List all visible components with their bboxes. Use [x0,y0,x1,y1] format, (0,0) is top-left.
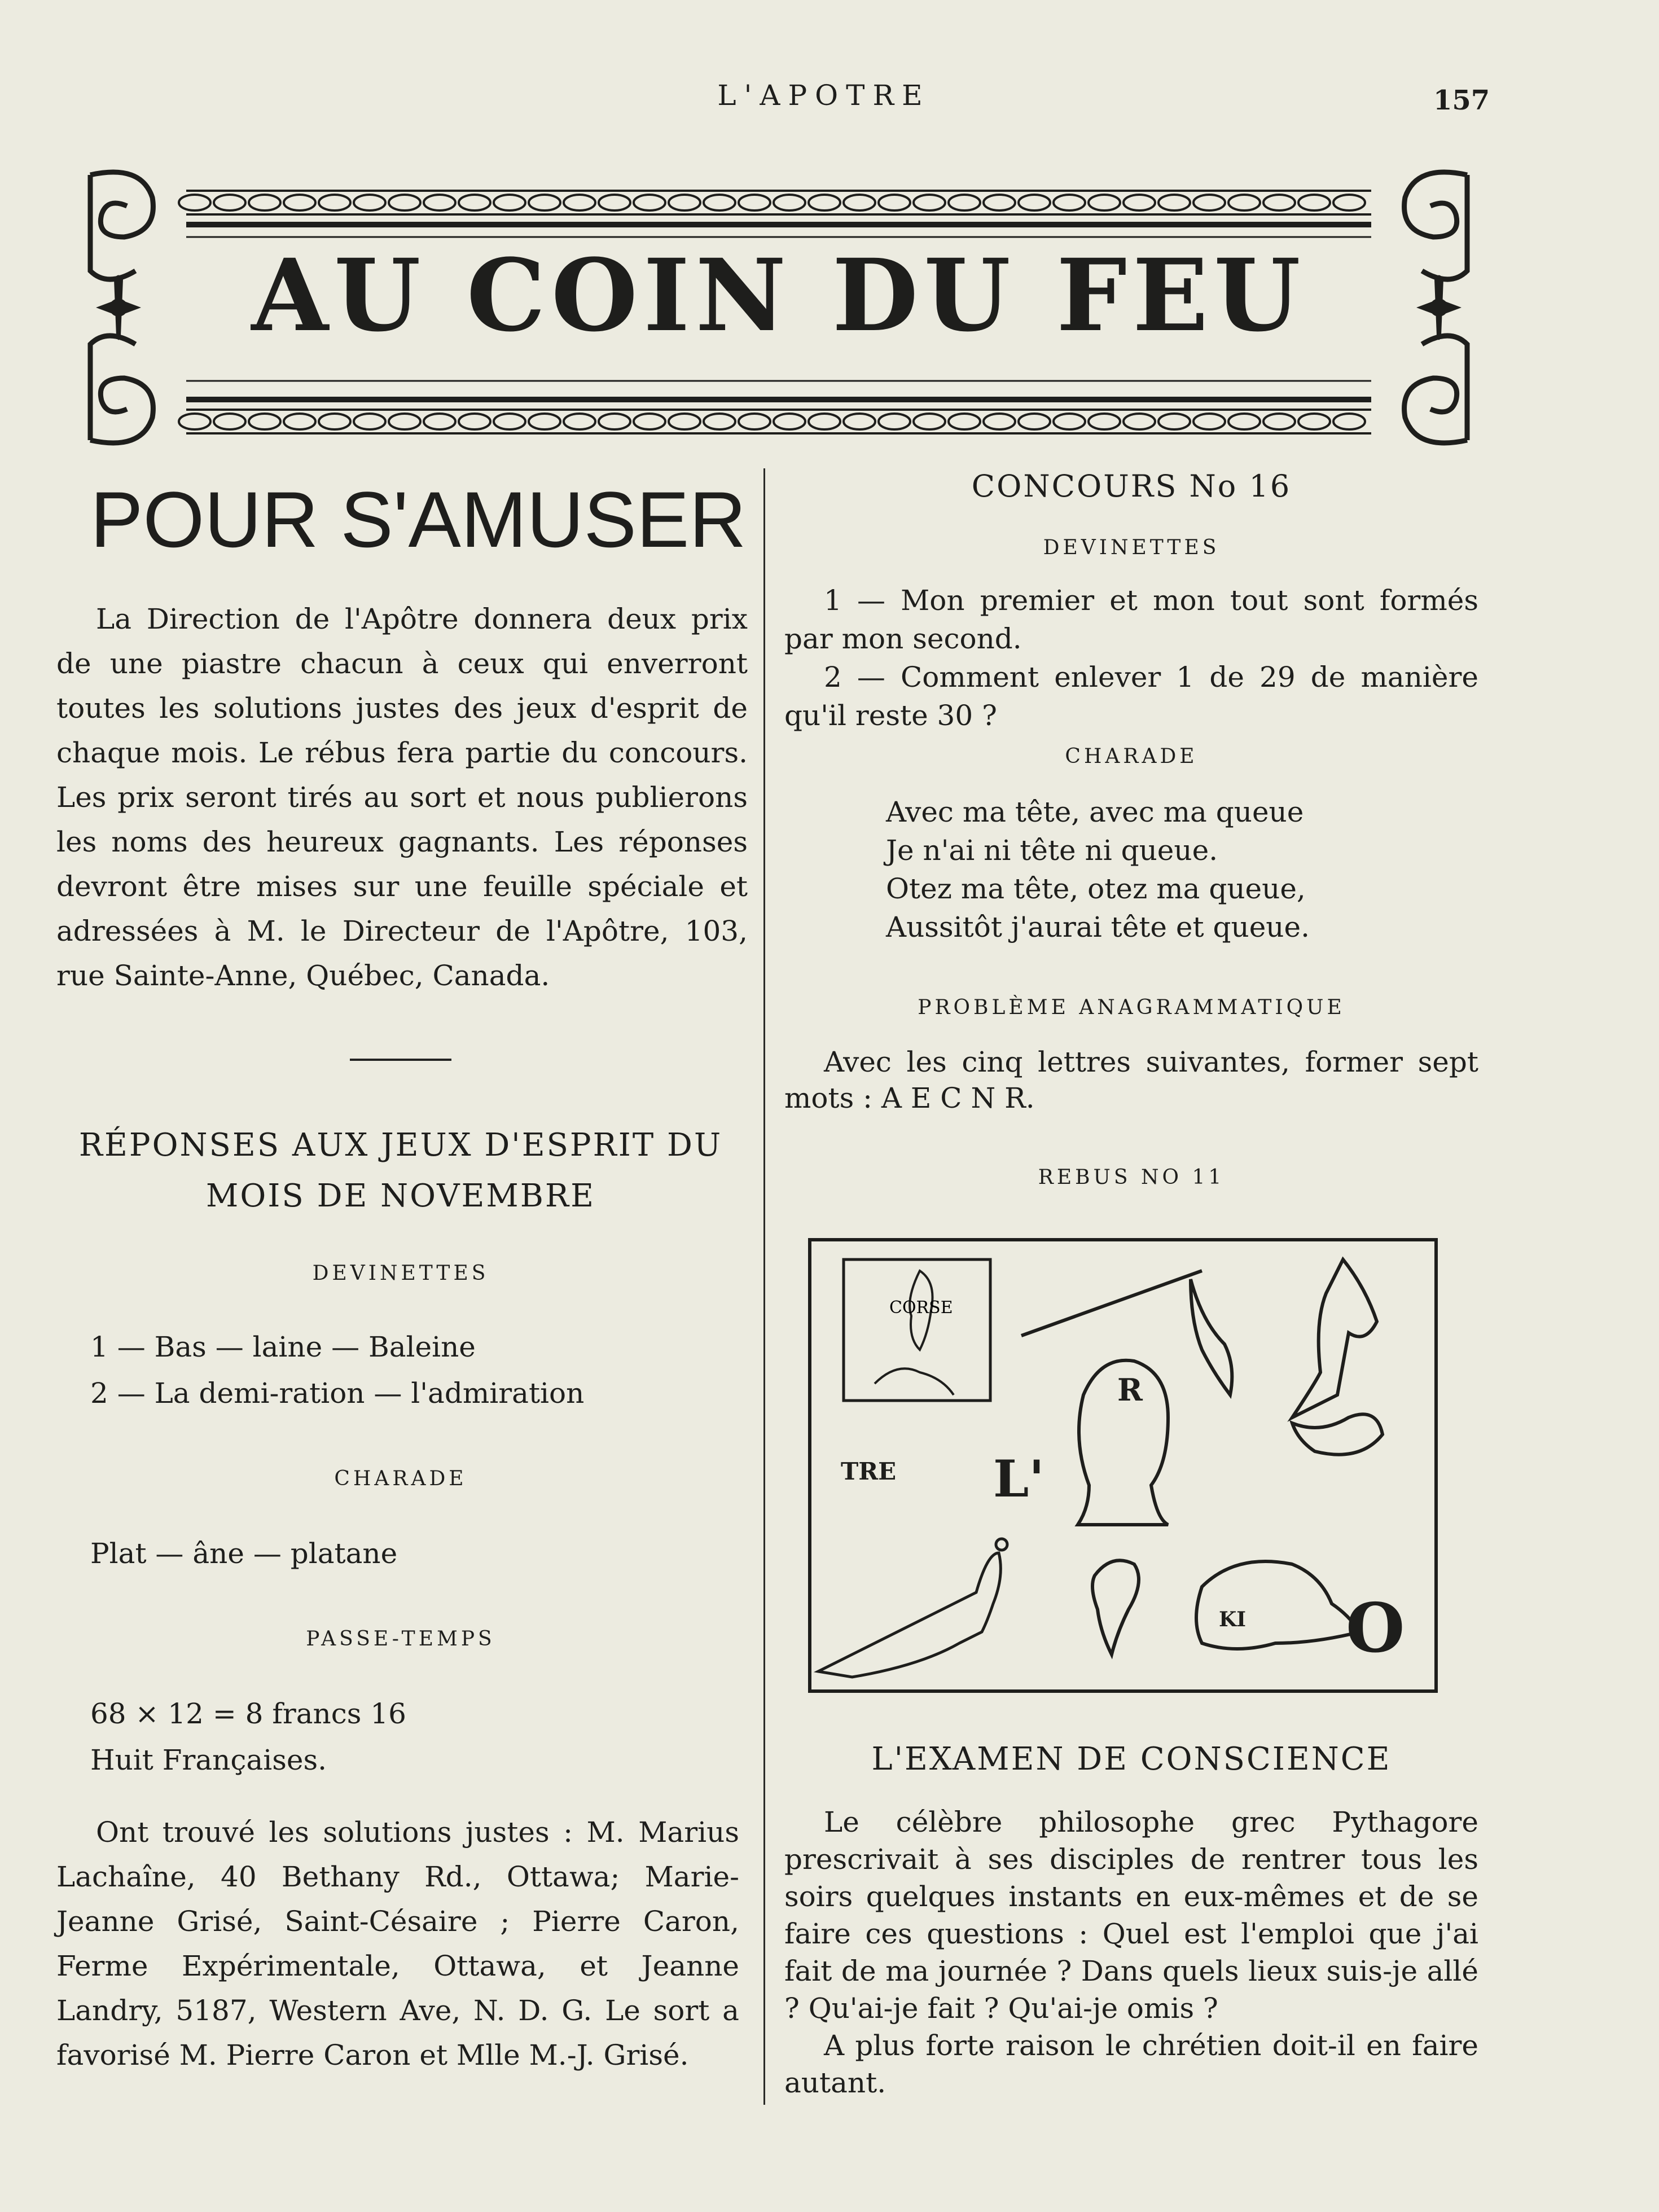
anagram-text: Avec les cinq lettres suivantes, former sept mots : A E C N R. [784,1046,1478,1114]
chain-link [1298,195,1330,210]
chain-link [1054,195,1085,210]
section-title-pour-samuser: POUR S'AMUSER [90,475,747,564]
chain-link [704,195,735,210]
contest-devinettes [784,581,1478,735]
chain-link [1263,195,1295,210]
rebus-tre-label: TRE [841,1458,897,1485]
chain-link [1193,414,1225,429]
banner-title: AU COIN DU FEU [251,237,1306,354]
answers-devinettes-heading: DEVINETTES [312,1262,489,1285]
rebus-ki-label: KI [1219,1608,1247,1631]
rebus-illustration [807,1237,1439,1694]
contest-devinettes-heading: DEVINETTES [1043,536,1220,559]
chain-link [599,195,630,210]
intro-paragraph: La Direction de l'Apôtre donnera deux prix de une piastre chacun à ceux qui enverront toutes les solutions justes des jeux d'esprit de chaque mois. Le rébus fera partie du concours. Les prix seront tirés au sort et nous publierons les noms des heureux gagnants. Les réponses devront être mises sur une feuille spéciale et adressées à M. le Directeur de l'Apôtre, 103, rue Sainte-Anne, Québec, Canada. [56,603,748,992]
chain-link [809,414,840,429]
chain-link [949,414,980,429]
chain-link [459,414,490,429]
winners-block [56,1810,739,2078]
chain-link [284,414,315,429]
section-separator [350,1059,451,1061]
chain-link [354,414,385,429]
column-divider [763,468,765,2105]
chain-link [529,195,560,210]
chain-link [844,414,875,429]
bottom-chain-ornament [186,381,1371,433]
page-number: 157 [1433,85,1490,116]
contest-devinette-1: 1 — Mon premier et mon tout sont formés par mon second. [784,584,1478,655]
chain-link [494,414,525,429]
chain-link [704,414,735,429]
chain-link [739,195,770,210]
rebus-l-label: L' [993,1449,1044,1509]
chain-link [459,195,490,210]
chain-link [739,414,770,429]
chain-link [424,195,455,210]
chain-link [494,195,525,210]
charade-line-3: Otez ma tête, otez ma queue, [886,872,1306,905]
chain-link [1019,195,1050,210]
chain-link [1158,195,1190,210]
answer-charade: Plat — âne — platane [90,1537,398,1570]
contest-title: CONCOURS No 16 [971,468,1292,504]
chain-link [634,414,665,429]
chain-link [389,414,420,429]
chain-link [1019,414,1050,429]
chain-link [1333,414,1365,429]
hat-boot-drawing [1292,1259,1382,1455]
chain-link [1123,414,1155,429]
chain-link [809,195,840,210]
chain-link [249,414,280,429]
rebus-o-label: O [1346,1588,1405,1668]
answers-title: RÉPONSES AUX JEUX D'ESPRIT DU MOIS DE NOVEMBRE [78,1127,723,1214]
chain-link [564,195,595,210]
chain-link [319,195,350,210]
charade-line-4: Aussitôt j'aurai tête et queue. [886,911,1310,943]
chain-link [249,195,280,210]
chain-link [669,414,700,429]
duck-head-drawing [1196,1561,1360,1649]
rebus-r-label: R [1117,1372,1143,1408]
chain-link [354,195,385,210]
bust-head-drawing [1078,1360,1168,1525]
answer-passetemps-1: 68 × 12 = 8 francs 16 [90,1697,406,1730]
answer-devinette-1: 1 — Bas — laine — Baleine [90,1331,476,1363]
chain-link [284,195,315,210]
chain-link [564,414,595,429]
chain-link [179,195,210,210]
chain-link [949,195,980,210]
rebus-corse-label: CORSE [889,1298,953,1318]
chain-link [529,414,560,429]
chain-link [914,195,945,210]
charade-line-2: Je n'ai ni tête ni queue. [886,834,1218,867]
chain-link [984,195,1015,210]
chain-link [1193,195,1225,210]
rebus-heading: REBUS NO 11 [1038,1166,1225,1189]
corsica-map-panel [844,1259,990,1401]
anagram-heading: PROBLÈME ANAGRAMMATIQUE [918,996,1345,1019]
intro-paragraph-block [56,597,748,998]
oval-chain-bottom [179,414,1365,429]
chain-link [774,195,805,210]
chain-link [774,414,805,429]
chain-link [214,195,245,210]
chain-link [1089,195,1120,210]
peacock-drawing [818,1539,1007,1677]
exam-paragraph-2: A plus forte raison le chrétien doit-il en faire autant. [784,2029,1478,2099]
chain-link [634,195,665,210]
sardinia-shape [875,1368,954,1395]
answers-devinettes-list [90,1324,584,1416]
answers-passetemps-heading: PASSE-TEMPS [306,1627,495,1651]
chain-link [1123,195,1155,210]
chain-link [179,414,210,429]
contest-charade-heading: CHARADE [1065,745,1198,768]
chain-link [1333,195,1365,210]
chain-link [879,414,910,429]
answer-devinette-2: 2 — La demi-ration — l'admiration [90,1377,585,1410]
chain-link [1054,414,1085,429]
tooth-drawing [1092,1560,1139,1654]
chain-link [1263,414,1295,429]
chain-link [914,414,945,429]
chain-link [214,414,245,429]
chain-link [319,414,350,429]
chain-link [879,195,910,210]
exam-block [784,1803,1478,2101]
chain-link [1228,414,1260,429]
chain-link [844,195,875,210]
answers-charade-heading: CHARADE [334,1467,467,1490]
chain-link [1298,414,1330,429]
contest-devinette-2: 2 — Comment enlever 1 de 29 de manière qu'il reste 30 ? [784,661,1478,732]
running-title: L'APOTRE [717,79,931,112]
contest-charade-poem [886,793,1310,946]
chain-link [389,195,420,210]
winners-paragraph: Ont trouvé les solutions justes : M. Marius Lachaîne, 40 Bethany Rd., Ottawa; Marie-Jeanne Grisé, Saint-Césaire ; Pierre Caron, Ferme Expérimentale, Ottawa, et Jeanne Landry, 5187, Western Ave, N. D. G. Le sort a favorisé M. Pierre Caron et Mlle M.-J. Grisé. [56,1816,739,2071]
answers-passetemps-list [90,1691,406,1783]
chain-link [424,414,455,429]
oval-chain-top [179,195,1365,210]
chain-link [984,414,1015,429]
chain-link [1089,414,1120,429]
chain-link [669,195,700,210]
anagram-block [784,1044,1478,1116]
exam-title: L'EXAMEN DE CONSCIENCE [871,1741,1392,1778]
chain-link [1228,195,1260,210]
chain-link [599,414,630,429]
chain-link [1158,414,1190,429]
answer-passetemps-2: Huit Françaises. [90,1744,327,1776]
exam-paragraph-1: Le célèbre philosophe grec Pythagore prescrivait à ses disciples de rentrer tous les soirs quelques instants en eux-mêmes et de se faire ces questions : Quel est l'emploi que j'ai fait de ma journée ? Dans quels lieux suis-je allé ? Qu'ai-je fait ? Qu'ai-je omis ? [784,1806,1478,2025]
charade-line-1: Avec ma tête, avec ma queue [886,796,1304,828]
